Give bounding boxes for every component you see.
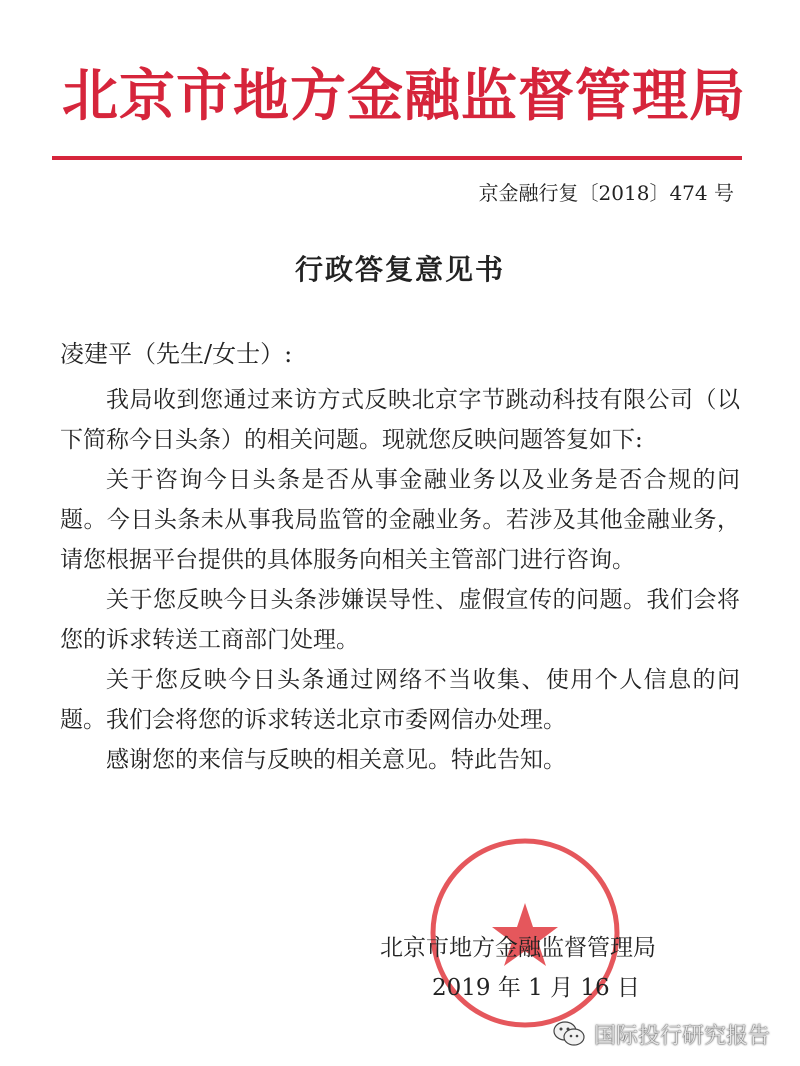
body-paragraph: 关于咨询今日头条是否从事金融业务以及业务是否合规的问题。今日头条未从事我局监管的金融业务。若涉及其他金融业务，请您根据平台提供的具体服务向相关主管部门进行咨询。 <box>60 467 740 573</box>
body-paragraph: 关于您反映今日头条涉嫌误导性、虚假宣传的问题。我们会将您的诉求转送工商部门处理。 <box>60 587 740 653</box>
body-paragraph: 我局收到您通过来访方式反映北京字节跳动科技有限公司（以下简称今日头条）的相关问题。现就您反映问题答复如下: <box>60 387 740 453</box>
signature-date: 2019 年 1 月 16 日 <box>432 975 640 1001</box>
watermark <box>552 1016 770 1052</box>
watermark-label: 国际投行研究报告 <box>593 1023 770 1049</box>
letterhead-divider <box>52 156 742 160</box>
salutation: 凌建平（先生/女士）: <box>60 340 293 368</box>
signature-agency: 北京市地方金融监督管理局 <box>380 935 656 961</box>
letter-body <box>60 380 740 780</box>
body-paragraph: 关于您反映今日头条通过网络不当收集、使用个人信息的问题。我们会将您的诉求转送北京市委网信办处理。 <box>60 667 740 733</box>
agency-letterhead: 北京市地方金融监督管理局 <box>62 64 746 129</box>
document-number: 京金融行复〔2018〕474 号 <box>478 181 734 205</box>
document-title: 行政答复意见书 <box>294 253 505 286</box>
body-paragraph: 感谢您的来信与反映的相关意见。特此告知。 <box>106 747 566 773</box>
wechat-icon <box>552 1019 586 1049</box>
